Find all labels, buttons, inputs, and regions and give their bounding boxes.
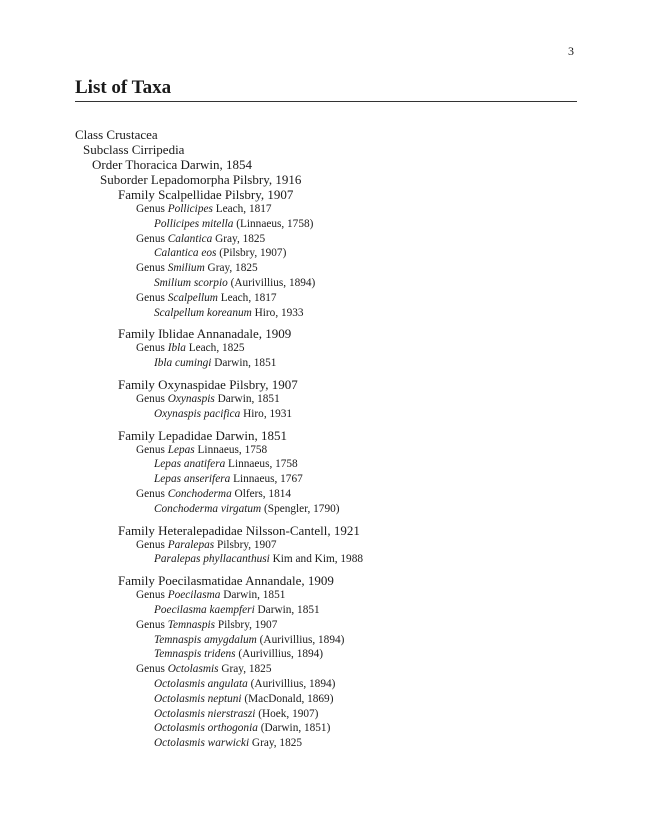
taxon-authority: Family Scalpellidae Pilsbry, 1907: [118, 187, 294, 202]
taxon-suborder-row: [100, 172, 575, 187]
taxon-species-row: [154, 356, 575, 371]
taxon-scientific-name: Calantica eos: [154, 247, 217, 260]
taxon-authority: Darwin, 1851: [214, 392, 280, 405]
taxon-genus-row: [136, 443, 575, 458]
taxon-rank-label: Genus: [136, 487, 168, 500]
page-title: List of Taxa: [75, 77, 172, 98]
taxon-scientific-name: Ibla cumingi: [154, 357, 212, 370]
taxon-genus-row: [136, 618, 575, 633]
taxon-authority: Pilsbry, 1907: [215, 618, 278, 631]
taxon-genus-row: [136, 662, 575, 677]
taxon-genus-row: [136, 261, 575, 276]
taxon-scientific-name: Pollicipes: [167, 203, 213, 215]
taxon-scientific-name: Oxynaspis pacifica: [154, 407, 241, 420]
taxon-scientific-name: Paralepas phyllacanthusi: [154, 553, 270, 566]
taxon-authority: (Aurivillius, 1894): [227, 276, 316, 289]
taxon-scientific-name: Paralepas: [167, 538, 215, 551]
taxon-authority: Family Lepadidae Darwin, 1851: [118, 427, 287, 443]
taxon-authority: Suborder Lepadomorpha Pilsbry, 1916: [100, 172, 302, 187]
taxon-species-row: [154, 721, 575, 736]
taxon-scientific-name: Temnaspis: [167, 618, 215, 631]
taxon-species-row: [154, 472, 575, 487]
taxon-authority: Gray, 1825: [204, 262, 258, 275]
taxon-authority: Hiro, 1931: [240, 407, 293, 420]
taxon-scientific-name: Temnaspis amygdalum: [154, 633, 257, 646]
taxon-scientific-name: Lepas: [167, 443, 195, 456]
taxon-authority: (Aurivillius, 1894): [247, 677, 336, 690]
taxon-scientific-name: Oxynaspis: [167, 392, 215, 405]
taxon-authority: Linnaeus, 1758: [225, 458, 298, 471]
taxon-scientific-name: Temnaspis tridens: [154, 648, 236, 661]
taxon-species-row: [154, 276, 575, 291]
taxon-authority: Family Heteralepadidae Nilsson-Cantell, 1921: [118, 522, 360, 538]
taxon-scientific-name: Octolasmis warwicki: [154, 737, 250, 750]
taxon-scientific-name: Poecilasma kaempferi: [154, 603, 255, 616]
taxon-scientific-name: Lepas anatifera: [154, 458, 226, 471]
taxon-rank-label: Genus: [136, 291, 168, 304]
taxon-rank-label: Genus: [136, 232, 168, 245]
taxon-authority: (Darwin, 1851): [257, 722, 331, 735]
taxon-species-row: [154, 647, 575, 662]
taxon-genus-row: [136, 487, 575, 502]
taxon-species-row: [154, 707, 575, 722]
taxon-scientific-name: Scalpellum: [167, 291, 218, 304]
taxon-authority: Family Oxynaspidae Pilsbry, 1907: [118, 376, 298, 392]
taxon-scientific-name: Pollicipes mitella: [154, 217, 234, 230]
taxon-genus-row: [136, 202, 575, 217]
taxon-authority: (Pilsbry, 1907): [216, 247, 287, 260]
taxon-scientific-name: Scalpellum koreanum: [154, 306, 252, 319]
taxon-authority: Gray, 1825: [249, 737, 303, 750]
taxon-genus-row: [136, 588, 575, 603]
taxon-authority: Leach, 1817: [212, 203, 272, 215]
taxon-genus-row: [136, 341, 575, 356]
taxon-authority: Kim and Kim, 1988: [269, 553, 363, 566]
taxon-rank-label: Genus: [136, 443, 168, 456]
taxon-authority: Leach, 1817: [217, 291, 277, 304]
taxon-scientific-name: Poecilasma: [167, 589, 221, 602]
taxon-scientific-name: Conchoderma virgatum: [154, 502, 262, 515]
taxon-scientific-name: Conchoderma: [167, 487, 232, 500]
taxon-authority: Darwin, 1851: [211, 357, 277, 370]
taxon-authority: Class Crustacea: [75, 127, 158, 142]
taxon-scientific-name: Octolasmis orthogonia: [154, 722, 258, 735]
taxon-species-row: [154, 633, 575, 648]
taxon-authority: Family Iblidae Annanadale, 1909: [118, 326, 292, 342]
taxon-species-row: [154, 457, 575, 472]
taxon-family-row: [118, 573, 575, 588]
taxon-authority: (Spengler, 1790): [261, 502, 340, 515]
taxon-authority: Gray, 1825: [218, 663, 272, 676]
taxon-rank-label: Genus: [136, 203, 168, 215]
taxon-species-row: [154, 736, 575, 751]
taxon-authority: Linnaeus, 1758: [194, 443, 268, 456]
taxon-rank-label: Genus: [136, 392, 168, 405]
taxa-list: [75, 127, 575, 751]
taxon-authority: (MacDonald, 1869): [241, 692, 334, 705]
taxon-authority: Darwin, 1851: [254, 603, 320, 616]
taxon-species-row: [154, 692, 575, 707]
taxon-scientific-name: Smilium: [167, 262, 205, 275]
taxon-scientific-name: Smilium scorpio: [154, 276, 228, 289]
title-rule: [75, 101, 577, 102]
taxon-species-row: [154, 603, 575, 618]
taxon-family-row: [118, 523, 575, 538]
taxon-genus-row: [136, 232, 575, 247]
taxon-scientific-name: Ibla: [167, 342, 186, 355]
taxon-species-row: [154, 552, 575, 567]
taxon-subclass-row: [83, 142, 575, 157]
taxon-authority: Linnaeus, 1767: [230, 473, 303, 486]
taxon-authority: Leach, 1825: [185, 342, 245, 355]
taxon-species-row: [154, 246, 575, 261]
taxon-rank-label: Genus: [136, 262, 168, 275]
taxon-authority: Pilsbry, 1907: [214, 538, 277, 551]
taxon-scientific-name: Octolasmis: [167, 663, 219, 676]
taxon-class-row: [75, 127, 575, 142]
taxon-scientific-name: Octolasmis angulata: [154, 677, 248, 690]
taxon-rank-label: Genus: [136, 618, 168, 631]
taxon-authority: Gray, 1825: [212, 232, 266, 245]
taxon-rank-label: Genus: [136, 589, 168, 602]
taxon-rank-label: Genus: [136, 663, 168, 676]
taxon-authority: Order Thoracica Darwin, 1854: [92, 157, 253, 172]
taxon-rank-label: Genus: [136, 538, 168, 551]
taxon-species-row: [154, 217, 575, 232]
taxon-family-row: [118, 428, 575, 443]
taxon-authority: Olfers, 1814: [231, 487, 292, 500]
taxon-genus-row: [136, 392, 575, 407]
taxon-authority: Darwin, 1851: [220, 589, 286, 602]
taxon-authority: (Hoek, 1907): [255, 707, 319, 720]
taxon-species-row: [154, 677, 575, 692]
taxon-order-row: [92, 157, 575, 172]
taxon-family-row: [118, 377, 575, 392]
page-number: 3: [568, 44, 574, 58]
taxon-authority: (Aurivillius, 1894): [256, 633, 345, 646]
taxon-scientific-name: Lepas anserifera: [154, 473, 231, 486]
taxon-species-row: [154, 306, 575, 321]
taxon-genus-row: [136, 538, 575, 553]
taxon-authority: (Aurivillius, 1894): [235, 648, 324, 661]
taxon-authority: Hiro, 1933: [251, 306, 304, 319]
taxon-scientific-name: Octolasmis neptuni: [154, 692, 242, 705]
taxon-authority: Family Poecilasmatidae Annandale, 1909: [118, 573, 334, 589]
taxon-authority: Subclass Cirripedia: [83, 142, 185, 157]
taxon-authority: (Linnaeus, 1758): [233, 217, 314, 230]
taxon-scientific-name: Calantica: [167, 232, 213, 245]
taxon-species-row: [154, 407, 575, 422]
taxon-species-row: [154, 502, 575, 517]
taxon-genus-row: [136, 291, 575, 306]
taxon-rank-label: Genus: [136, 342, 168, 355]
taxon-family-row: [118, 187, 575, 202]
taxon-family-row: [118, 326, 575, 341]
taxon-scientific-name: Octolasmis nierstraszi: [154, 707, 256, 720]
